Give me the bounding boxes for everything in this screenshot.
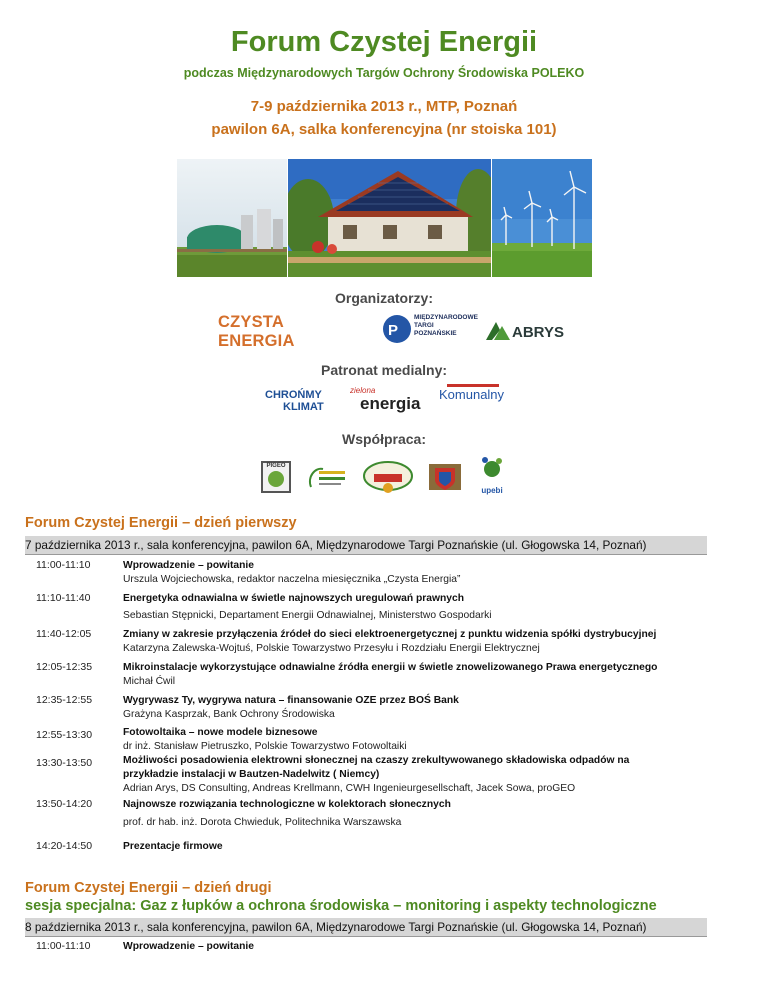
mtp-logo-line2: TARGI [414,322,434,329]
svg-text:P: P [388,322,399,339]
mtp-logo-mark [382,314,412,344]
chronmy-klimat-logo-line1: CHROŃMY [265,389,322,401]
day2-session-title: sesja specjalna: Gaz z łupków a ochrona środowiska – monitoring i aspekty technologiczne [25,898,657,914]
pigeo-logo-text: PIGEO [266,463,286,469]
zielona-energia-logo [350,386,428,414]
upebi-logo-mark [477,455,507,481]
schedule-title: Wprowadzenie – powitanie [123,941,255,952]
mtp-logo [382,312,482,348]
schedule-time: 12:35-12:55 [36,694,93,706]
mtp-logo-line1: MIĘDZYNARODOWE [414,314,478,321]
abrys-logo-text: ABRYS [512,324,564,341]
schedule-title: Prezentacje firmowe [123,841,223,852]
schedule-speaker: prof. dr hab. inż. Dorota Chwieduk, Politechnika Warszawska [123,817,402,828]
wind-farm-photo [492,159,592,277]
stowarzyszenie-biomasa-logo [303,463,347,493]
schedule-speaker: Katarzyna Zalewska-Wojtuś, Polskie Towarzystwo Przesyłu i Rozdziału Energii Elektrycznej [123,643,540,654]
abrys-logo-mark [486,320,510,342]
schedule-speaker: Sebastian Stępnicki, Departament Energii Odnawialnej, Ministerstwo Gospodarki [123,610,492,621]
day1-info-bar: 7 października 2013 r., sala konferencyjna, pawilon 6A, Międzynarodowe Targi Poznańskie (ul. Głogowska 14, Poznań) [25,536,707,555]
schedule-speaker: Michał Ćwil [123,676,176,687]
schedule-speaker: Urszula Wojciechowska, redaktor naczelna miesięcznika „Czysta Energia” [123,574,461,585]
schedule-time: 11:00-11:10 [36,940,91,952]
schedule-time: 11:10-11:40 [36,592,91,604]
zielona-energia-logo-big: energia [360,394,421,413]
schedule-title: Najnowsze rozwiązania technologiczne w kolektorach słonecznych [123,799,451,810]
schedule-time: 13:30-13:50 [36,757,93,769]
schedule-title: Możliwości posadowienia elektrowni słonecznej na czaszy zrekultywowanego składowiska odpadów na [123,755,630,766]
pigeo-logo-mark [268,471,284,487]
cooperation-label: Współpraca: [341,431,426,447]
schedule-time: 13:50-14:20 [36,798,93,810]
upebi-logo [477,455,507,495]
event-dates: 7-9 października 2013 r., MTP, Poznań [250,98,518,115]
schedule-speaker: Adrian Arys, DS Consulting, Andreas Krellmann, CWH Ingenieurgesellschaft, Jacek Sowa, proGEO [123,783,576,794]
biomasa-logo-mark [303,463,347,493]
schedule-title: Wprowadzenie – powitanie [123,560,255,571]
schedule-time: 12:05-12:35 [36,661,93,673]
schedule-title: Energetyka odnawialna w świetle najnowszych uregulowań prawnych [123,593,465,604]
czysta-energia-logo-text: CZYSTA ENERGIA [218,313,295,350]
schedule-title: Wygrywasz Ty, wygrywa natura – finansowanie OZE przez BOŚ Bank [123,695,459,706]
schedule-title: Zmiany w zakresie przyłączenia źródeł do sieci elektroenergetycznej z punktu widzenia spółki dystrybucyjnej [123,629,657,640]
day2-info-bar: 8 października 2013 r., sala konferencyjna, pawilon 6A, Międzynarodowe Targi Poznańskie (ul. Głogowska 14, Poznań) [25,918,707,937]
schedule-time: 14:20-14:50 [36,840,93,852]
komunalny-logo-text: Komunalny [439,387,505,402]
zielona-energia-logo-small: zielona [350,386,376,395]
komunalny-logo [439,384,505,408]
event-venue: pawilon 6A, salka konferencyjna (nr stoiska 101) [211,121,557,138]
day2-title: Forum Czystej Energii – dzień drugi [25,880,272,896]
patronage-label: Patronat medialny: [320,362,448,378]
schedule-time: 11:40-12:05 [36,628,92,640]
chronmy-klimat-logo-line2: KLIMAT [283,401,324,413]
schedule-title-line2: przykładzie instalacji w Bautzen-Nadelwitz ( Niemcy) [123,769,380,780]
schedule-speaker: dr inż. Stanisław Pietruszko, Polskie Towarzystwo Fotowoltaiki [123,741,407,752]
czysta-energia-logo [218,313,360,350]
schedule-title: Fotowoltaika – nowe modele biznesowe [123,727,318,738]
schedule-title: Mikroinstalacje wykorzystujące odnawialne źródła energii w świetle znowelizowanego Prawa energetycznego [123,662,658,673]
pigeo-logo [261,461,291,493]
chronmy-klimat-logo [265,389,340,415]
upebi-logo-text: upebi [481,486,503,495]
page-subtitle: podczas Międzynarodowych Targów Ochrony Środowiska POLEKO [183,66,585,80]
mtp-logo-line3: POZNAŃSKIE [414,330,457,337]
biogas-plant-photo [177,159,287,277]
schedule-speaker: Grażyna Kasprzak, Bank Ochrony Środowiska [123,709,335,720]
day1-title: Forum Czystej Energii – dzień pierwszy [25,515,297,531]
association-emblem-logo [360,460,416,496]
association-emblem-mark [360,460,416,496]
coat-of-arms-mark [427,462,463,494]
page-title: Forum Czystej Energii [230,26,538,58]
schedule-time: 12:55-13:30 [36,729,93,741]
abrys-logo [486,320,574,342]
coat-of-arms-logo [427,462,463,494]
schedule-time: 11:00-11:10 [36,559,91,571]
solar-house-photo [288,159,491,277]
organizers-label: Organizatorzy: [334,290,433,306]
